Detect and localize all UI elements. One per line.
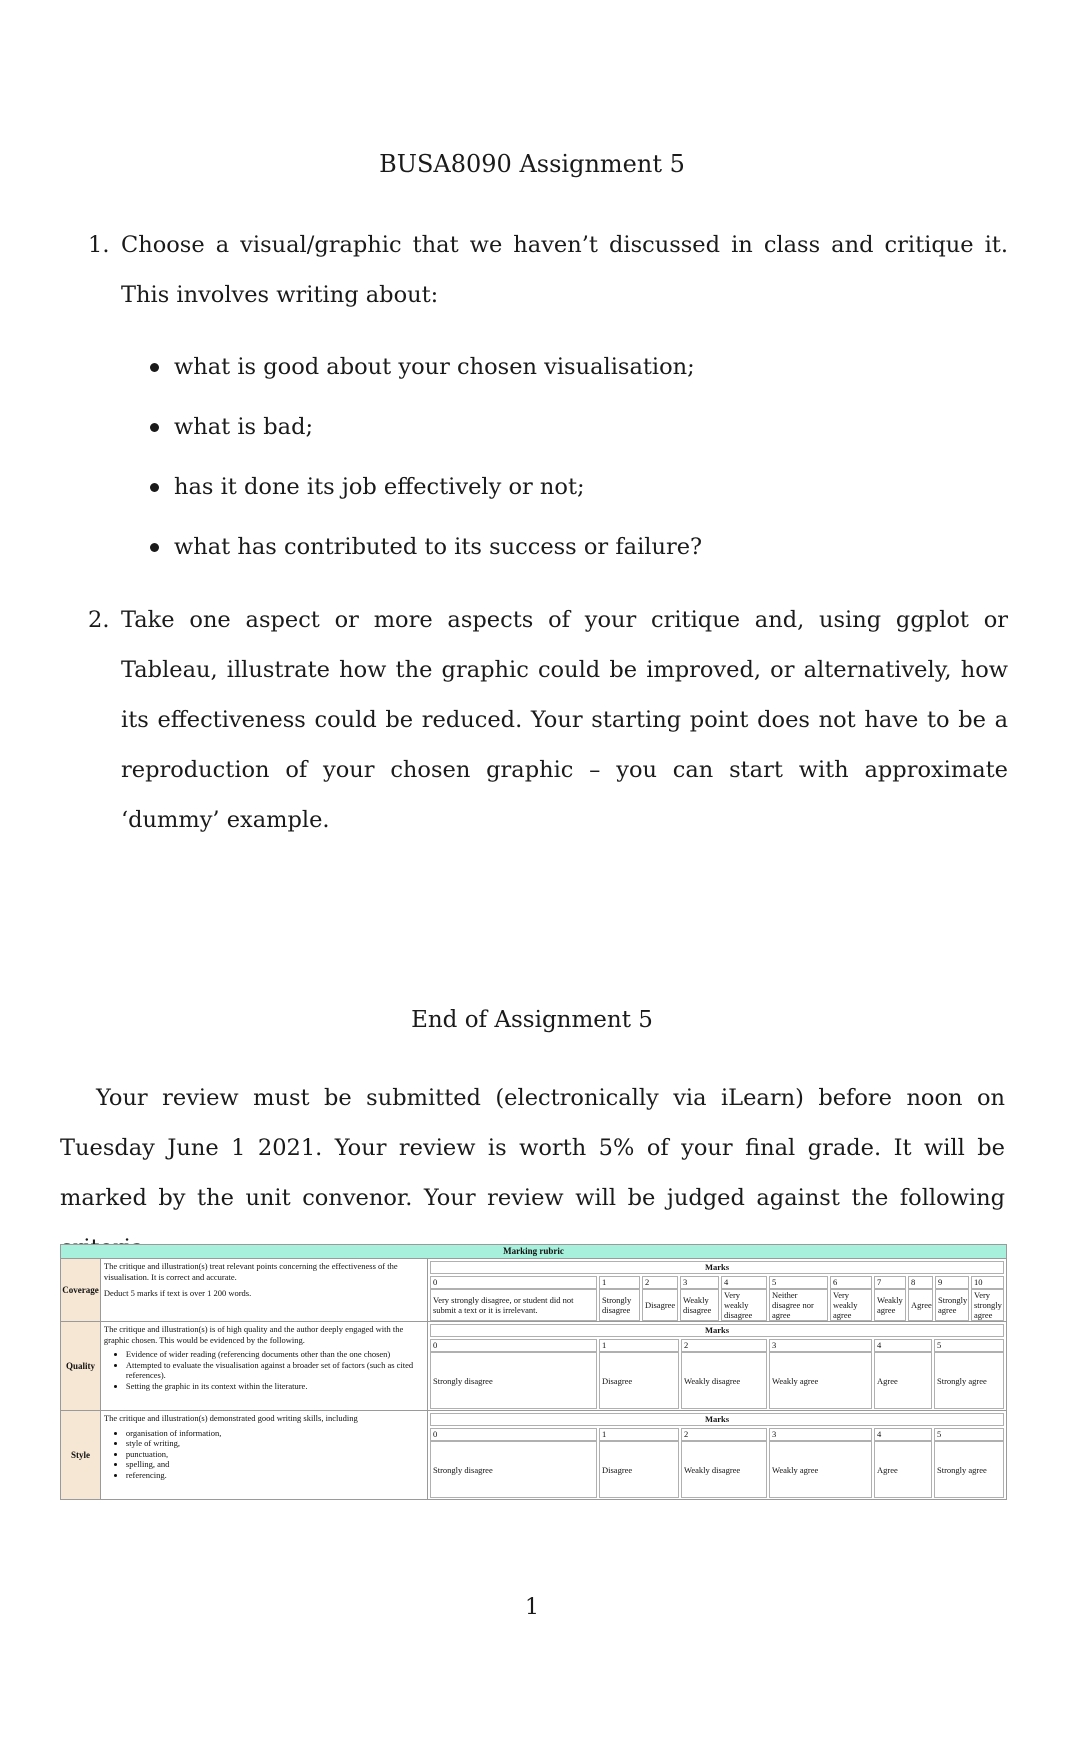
score-cell: 0	[430, 1276, 597, 1289]
level-cell: Very strongly disagree, or student did not submit a text or it is irrelevant.	[430, 1289, 597, 1321]
level-cell: Very weakly disagree	[721, 1289, 767, 1321]
level-cell: Disagree	[642, 1289, 678, 1321]
document-title: BUSA8090 Assignment 5	[379, 150, 685, 178]
question-2	[88, 595, 1008, 845]
level-cell: Weakly agree	[874, 1289, 906, 1321]
marks-block	[428, 1411, 1006, 1499]
level-cell: Disagree	[599, 1441, 679, 1498]
list-item: what has contributed to its success or failure?	[150, 532, 702, 562]
marks-block	[428, 1322, 1006, 1410]
level-cell: Very strongly agree	[971, 1289, 1004, 1321]
score-cell: 5	[934, 1339, 1004, 1352]
level-cell: Agree	[908, 1289, 933, 1321]
level-cell: Agree	[874, 1352, 932, 1409]
score-cell: 7	[874, 1276, 906, 1289]
score-cell: 3	[769, 1428, 872, 1441]
question-1	[88, 220, 1008, 320]
row-description	[101, 1411, 428, 1499]
score-cell: 4	[874, 1428, 932, 1441]
score-cell: 2	[642, 1276, 678, 1289]
list-item: • style of writing,	[126, 1438, 424, 1449]
marks-title: Marks	[430, 1261, 1004, 1274]
list-item: has it done its job effectively or not;	[150, 472, 585, 502]
score-cell: 3	[680, 1276, 719, 1289]
score-cell: 3	[769, 1339, 872, 1352]
level-cell: Weakly disagree	[681, 1441, 767, 1498]
level-cell: Weakly agree	[769, 1441, 872, 1498]
level-cell: Very weakly agree	[830, 1289, 872, 1321]
bullet-icon	[150, 483, 159, 492]
list-item: • punctuation,	[126, 1449, 424, 1460]
level-cell: Weakly disagree	[680, 1289, 719, 1321]
score-cell: 1	[599, 1428, 679, 1441]
score-cell: 9	[935, 1276, 969, 1289]
criterion-list	[104, 1428, 424, 1481]
marks-grid	[430, 1339, 1004, 1409]
rubric-row-coverage	[61, 1259, 1006, 1322]
list-item: what is bad;	[150, 412, 313, 442]
level-cell: Disagree	[599, 1352, 679, 1409]
list-item: • spelling, and	[126, 1459, 424, 1470]
marking-rubric-table	[60, 1244, 1007, 1500]
criterion-text: The critique and illustration(s) demonstrated good writing skills, including	[103, 1413, 358, 1423]
list-item: • referencing.	[126, 1470, 424, 1481]
level-cell: Strongly agree	[935, 1289, 969, 1321]
criterion-text: The critique and illustration(s) is of high quality and the author deeply engaged with the graphic chosen. This would be evidenced by the following.	[103, 1324, 404, 1345]
row-description	[101, 1259, 428, 1321]
level-cell: Weakly disagree	[681, 1352, 767, 1409]
question-number: 2.	[88, 607, 110, 633]
level-cell: Strongly agree	[934, 1352, 1004, 1409]
score-cell: 8	[908, 1276, 933, 1289]
score-cell: 2	[681, 1428, 767, 1441]
score-cell: 5	[769, 1276, 828, 1289]
score-cell: 1	[599, 1276, 640, 1289]
row-label: Quality	[61, 1322, 101, 1410]
marks-block	[428, 1259, 1006, 1321]
score-cell: 4	[721, 1276, 767, 1289]
rubric-row-quality	[61, 1322, 1006, 1411]
level-cell: Strongly disagree	[430, 1352, 597, 1409]
marks-title: Marks	[430, 1324, 1004, 1337]
row-label: Coverage	[61, 1259, 101, 1321]
level-cell: Weakly agree	[769, 1352, 872, 1409]
list-item: • Setting the graphic in its context within the literature.	[126, 1381, 424, 1392]
level-cell: Agree	[874, 1441, 932, 1498]
criterion-note: Deduct 5 marks if text is over 1 200 words.	[103, 1288, 252, 1298]
score-cell: 5	[934, 1428, 1004, 1441]
bullet-icon	[150, 423, 159, 432]
rubric-row-style	[61, 1411, 1006, 1499]
score-cell: 10	[971, 1276, 1004, 1289]
criterion-text: The critique and illustration(s) treat relevant points concerning the effectiveness of the visualisation. It is correct and accurate.	[103, 1261, 398, 1282]
level-cell: Neither disagree nor agree	[769, 1289, 828, 1321]
criterion-list	[104, 1349, 424, 1391]
level-cell: Strongly agree	[934, 1441, 1004, 1498]
list-item: what is good about your chosen visualisation;	[150, 352, 695, 382]
marks-title: Marks	[430, 1413, 1004, 1426]
list-item: • Attempted to evaluate the visualisation against a broader set of factors (such as cited references).	[126, 1360, 424, 1381]
score-cell: 0	[430, 1339, 597, 1352]
end-heading: End of Assignment 5	[411, 1007, 653, 1033]
row-label: Style	[61, 1411, 101, 1499]
list-item: • organisation of information,	[126, 1428, 424, 1439]
list-item: • Evidence of wider reading (referencing documents other than the one chosen)	[126, 1349, 424, 1360]
bullet-icon	[150, 543, 159, 552]
bullet-icon	[150, 363, 159, 372]
level-cell: Strongly disagree	[430, 1441, 597, 1498]
score-cell: 2	[681, 1339, 767, 1352]
rubric-header: Marking rubric	[61, 1245, 1006, 1259]
score-cell: 0	[430, 1428, 597, 1441]
row-description	[101, 1322, 428, 1410]
question-text: Take one aspect or more aspects of your critique and, using ggplot or Tableau, illustrate how the graphic could be improved, or alternatively, how its effectiveness could be reduced. Your starting point does not have to be a reproduction of your chosen graphic – you can start with approximate ‘dummy’ example.	[121, 607, 1008, 833]
marks-grid	[430, 1428, 1004, 1498]
question-number: 1.	[88, 232, 110, 258]
page-number: 1	[525, 1595, 539, 1620]
marks-grid	[430, 1276, 1004, 1321]
score-cell: 4	[874, 1339, 932, 1352]
score-cell: 6	[830, 1276, 872, 1289]
question-text: Choose a visual/graphic that we haven’t discussed in class and critique it. This involves writing about:	[121, 232, 1008, 308]
level-cell: Strongly disagree	[599, 1289, 640, 1321]
score-cell: 1	[599, 1339, 679, 1352]
submission-paragraph: Your review must be submitted (electronically via iLearn) before noon on Tuesday June 1 2021. Your review is worth 5% of your final grade. It will be marked by the unit convenor. Your review will be judged against the following	[60, 1085, 1005, 1211]
